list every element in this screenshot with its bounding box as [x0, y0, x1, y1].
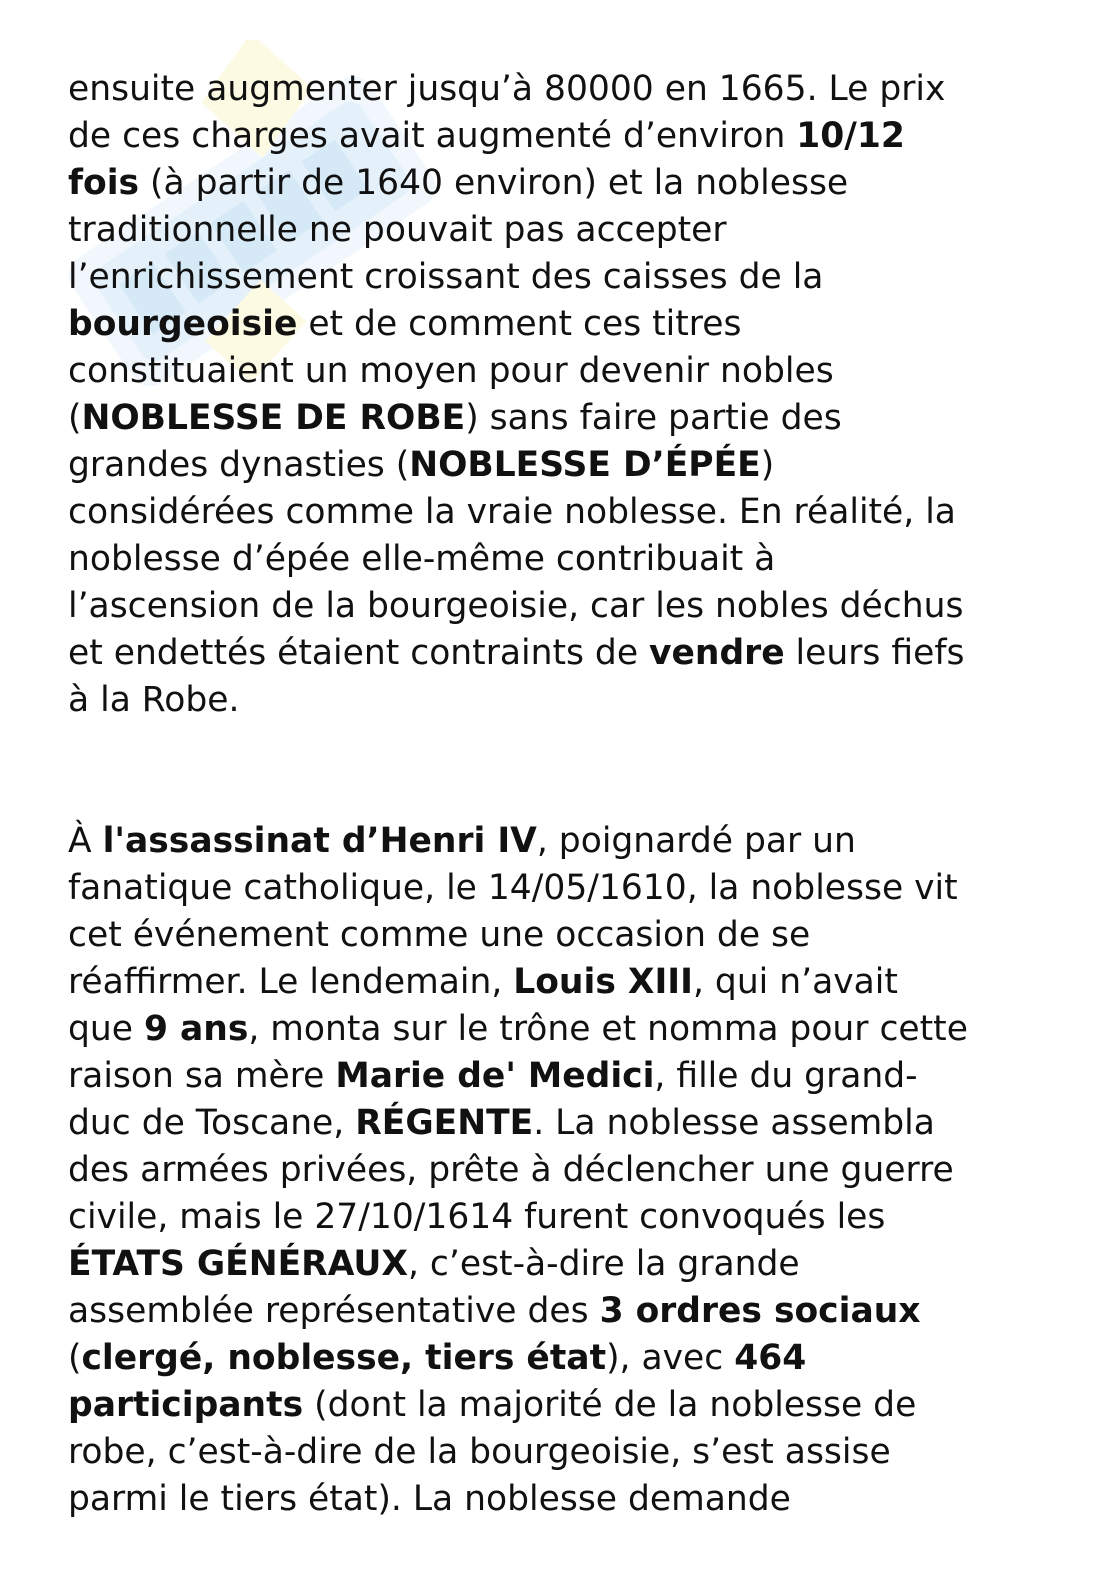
text-run: assemblée représentative des — [68, 1291, 600, 1331]
text-run: ) sans faire partie des — [465, 398, 842, 438]
text-run: ), avec — [606, 1338, 735, 1378]
text-run: . La noblesse assembla — [533, 1103, 935, 1143]
text-run: ) — [760, 445, 775, 485]
bold-text: fois — [68, 163, 140, 203]
text-line — [68, 1147, 1058, 1194]
text-run: parmi le tiers état). La noblesse demande — [68, 1479, 791, 1519]
text-line — [68, 818, 1058, 865]
text-line — [68, 1382, 1058, 1429]
text-run: , monta sur le trône et nomma pour cette — [248, 1009, 968, 1049]
text-run: réaffirmer. Le lendemain, — [68, 962, 514, 1002]
paragraph — [68, 818, 1058, 1523]
bold-text: vendre — [649, 633, 785, 673]
text-line — [68, 66, 1058, 113]
bold-text: 10/12 — [796, 116, 905, 156]
text-run: civile, mais le 27/10/1614 furent convoqués les — [68, 1197, 886, 1237]
text-run: , qui n’avait — [692, 962, 898, 1002]
text-line — [68, 113, 1058, 160]
bold-text: participants — [68, 1385, 304, 1425]
text-line — [68, 865, 1058, 912]
text-line — [68, 160, 1058, 207]
text-run: l’ascension de la bourgeoisie, car les nobles déchus — [68, 586, 964, 626]
text-run: , c’est-à-dire la grande — [407, 1244, 800, 1284]
bold-text: NOBLESSE DE ROBE — [81, 398, 466, 438]
bold-text: bourgeoisie — [68, 304, 298, 344]
text-line — [68, 301, 1058, 348]
text-line — [68, 1335, 1058, 1382]
text-run: considérées comme la vraie noblesse. En réalité, la — [68, 492, 956, 532]
text-run: à la Robe. — [68, 680, 240, 720]
text-line — [68, 1241, 1058, 1288]
bold-text: NOBLESSE D’ÉPÉE — [409, 445, 761, 485]
bold-text: clergé, noblesse, tiers état — [81, 1338, 607, 1378]
text-line — [68, 207, 1058, 254]
text-line — [68, 959, 1058, 1006]
document-body — [68, 66, 1058, 1523]
text-line — [68, 536, 1058, 583]
text-line — [68, 442, 1058, 489]
text-run: À — [68, 821, 103, 861]
text-line — [68, 1194, 1058, 1241]
text-line — [68, 1100, 1058, 1147]
text-run: constituaient un moyen pour devenir nobles — [68, 351, 834, 391]
text-run: robe, c’est-à-dire de la bourgeoisie, s’est assise — [68, 1432, 891, 1472]
text-line — [68, 395, 1058, 442]
bold-text: 9 ans — [143, 1009, 249, 1049]
text-run: , poignardé par un — [536, 821, 856, 861]
text-line — [68, 1429, 1058, 1476]
text-line — [68, 489, 1058, 536]
text-run: ( — [68, 1338, 82, 1378]
text-run: noblesse d’épée elle-même contribuait à — [68, 539, 776, 579]
text-run: des armées privées, prête à déclencher une guerre — [68, 1150, 954, 1190]
text-run: cet événement comme une occasion de se — [68, 915, 811, 955]
bold-text: 3 ordres sociaux — [599, 1291, 921, 1331]
text-run: duc de Toscane, — [68, 1103, 356, 1143]
text-run: ( — [68, 398, 82, 438]
bold-text: Marie de' Medici — [335, 1056, 655, 1096]
bold-text: ÉTATS GÉNÉRAUX — [68, 1244, 408, 1284]
text-line — [68, 1006, 1058, 1053]
text-line — [68, 630, 1058, 677]
bold-text: 464 — [734, 1338, 807, 1378]
text-run: ensuite augmenter jusqu’à 80000 en 1665. Le prix — [68, 69, 946, 109]
text-line — [68, 254, 1058, 301]
text-line — [68, 677, 1058, 724]
paragraph-gap — [68, 724, 1058, 818]
bold-text: Louis XIII — [513, 962, 693, 1002]
text-run: (dont la majorité de la noblesse de — [303, 1385, 917, 1425]
text-line — [68, 1053, 1058, 1100]
text-run: , fille du grand- — [654, 1056, 918, 1096]
text-run: l’enrichissement croissant des caisses de la — [68, 257, 824, 297]
text-line — [68, 1476, 1058, 1523]
bold-text: l'assassinat d’Henri IV — [102, 821, 537, 861]
text-run: de ces charges avait augmenté d’environ — [68, 116, 797, 156]
text-line — [68, 1288, 1058, 1335]
text-line — [68, 583, 1058, 630]
text-line — [68, 348, 1058, 395]
text-run: (à partir de 1640 environ) et la noblesse — [139, 163, 849, 203]
text-run: fanatique catholique, le 14/05/1610, la noblesse vit — [68, 868, 958, 908]
text-run: que — [68, 1009, 144, 1049]
bold-text: RÉGENTE — [355, 1103, 534, 1143]
text-run: et de comment ces titres — [297, 304, 742, 344]
text-line — [68, 912, 1058, 959]
text-run: raison sa mère — [68, 1056, 336, 1096]
text-run: traditionnelle ne pouvait pas accepter — [68, 210, 727, 250]
text-run: grandes dynasties ( — [68, 445, 410, 485]
paragraph — [68, 66, 1058, 724]
text-run: et endettés étaient contraints de — [68, 633, 650, 673]
text-run: leurs fiefs — [784, 633, 965, 673]
